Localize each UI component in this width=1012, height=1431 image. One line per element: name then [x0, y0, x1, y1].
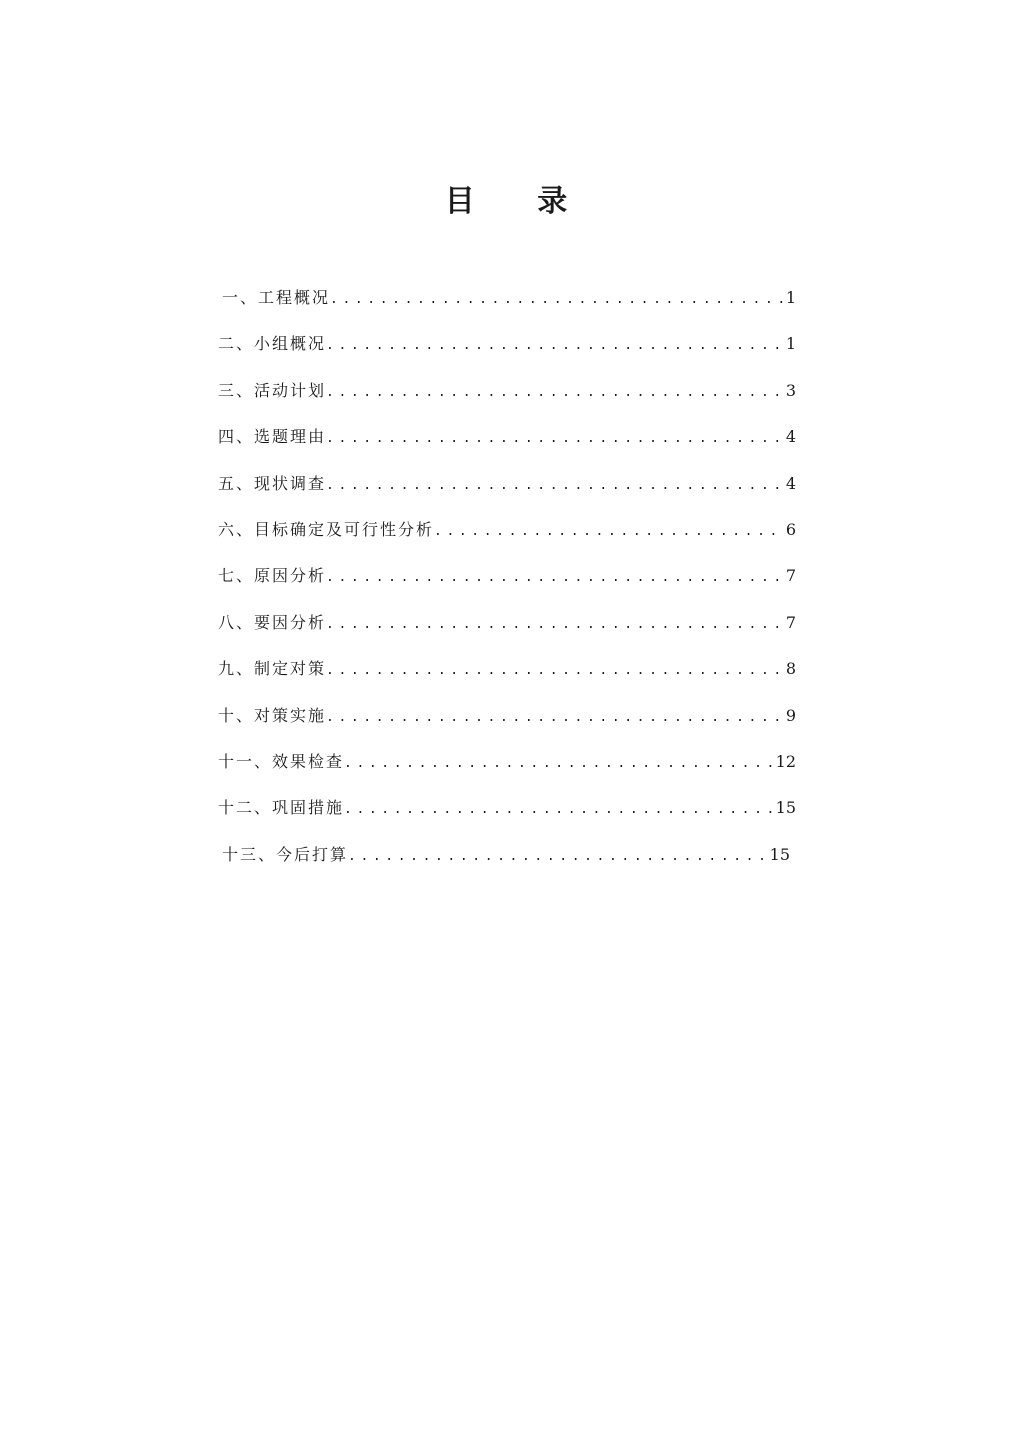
toc-entry-8[interactable]	[218, 611, 796, 657]
toc-entry-13[interactable]	[218, 843, 796, 889]
toc-entry-page: 4	[785, 427, 796, 447]
toc-leader-dots	[348, 845, 768, 869]
toc-entry-4[interactable]	[218, 425, 796, 471]
toc-leader-dots	[326, 334, 784, 358]
toc-entry-page: 15	[769, 844, 790, 864]
toc-entry-12[interactable]	[218, 796, 796, 842]
toc-entry-title: 十二、巩固措施	[218, 798, 345, 818]
toc-entry-page: 6	[785, 519, 796, 539]
toc-entry-title: 九、制定对策	[218, 659, 327, 679]
toc-leader-dots	[326, 566, 784, 590]
toc-entry-title: 三、活动计划	[218, 380, 327, 400]
toc-entry-title: 十、对策实施	[218, 705, 327, 725]
toc-leader-dots	[434, 520, 784, 544]
toc-leader-dots	[326, 381, 784, 405]
toc-leader-dots	[330, 288, 784, 312]
toc-entry-page: 9	[785, 705, 796, 725]
toc-entry-title: 十三、今后打算	[222, 844, 349, 864]
toc-entry-1[interactable]	[218, 286, 796, 332]
toc-entry-11[interactable]	[218, 750, 796, 796]
toc-entry-page: 1	[785, 334, 796, 354]
toc-entry-title: 二、小组概况	[218, 334, 327, 354]
toc-leader-dots	[326, 613, 784, 637]
toc-entry-page: 4	[785, 473, 796, 493]
toc-entry-title: 四、选题理由	[218, 427, 327, 447]
table-of-contents	[218, 286, 796, 889]
toc-entry-5[interactable]	[218, 472, 796, 518]
toc-entry-title: 六、目标确定及可行性分析	[218, 519, 435, 539]
toc-entry-3[interactable]	[218, 379, 796, 425]
toc-leader-dots	[326, 659, 784, 683]
toc-entry-2[interactable]	[218, 332, 796, 378]
toc-leader-dots	[326, 474, 784, 498]
toc-leader-dots	[326, 427, 784, 451]
toc-leader-dots	[344, 752, 774, 776]
toc-entry-page: 7	[785, 612, 796, 632]
toc-entry-10[interactable]	[218, 704, 796, 750]
toc-entry-page: 1	[785, 288, 796, 307]
toc-entry-title: 八、要因分析	[218, 612, 327, 632]
page-title: 目 录	[444, 184, 594, 219]
toc-entry-title: 七、原因分析	[218, 566, 327, 586]
toc-entry-page: 7	[785, 566, 796, 586]
toc-entry-9[interactable]	[218, 657, 796, 703]
toc-entry-page: 12	[775, 751, 796, 771]
toc-entry-title: 十一、效果检查	[218, 751, 345, 771]
toc-entry-title: 一、工程概况	[222, 288, 331, 307]
toc-entry-title: 五、现状调查	[218, 473, 327, 493]
toc-entry-7[interactable]	[218, 564, 796, 610]
toc-entry-page: 15	[775, 798, 796, 818]
toc-leader-dots	[344, 798, 774, 822]
toc-leader-dots	[326, 706, 784, 730]
toc-entry-6[interactable]	[218, 518, 796, 564]
toc-entry-page: 8	[785, 659, 796, 679]
toc-entry-page: 3	[785, 380, 796, 400]
